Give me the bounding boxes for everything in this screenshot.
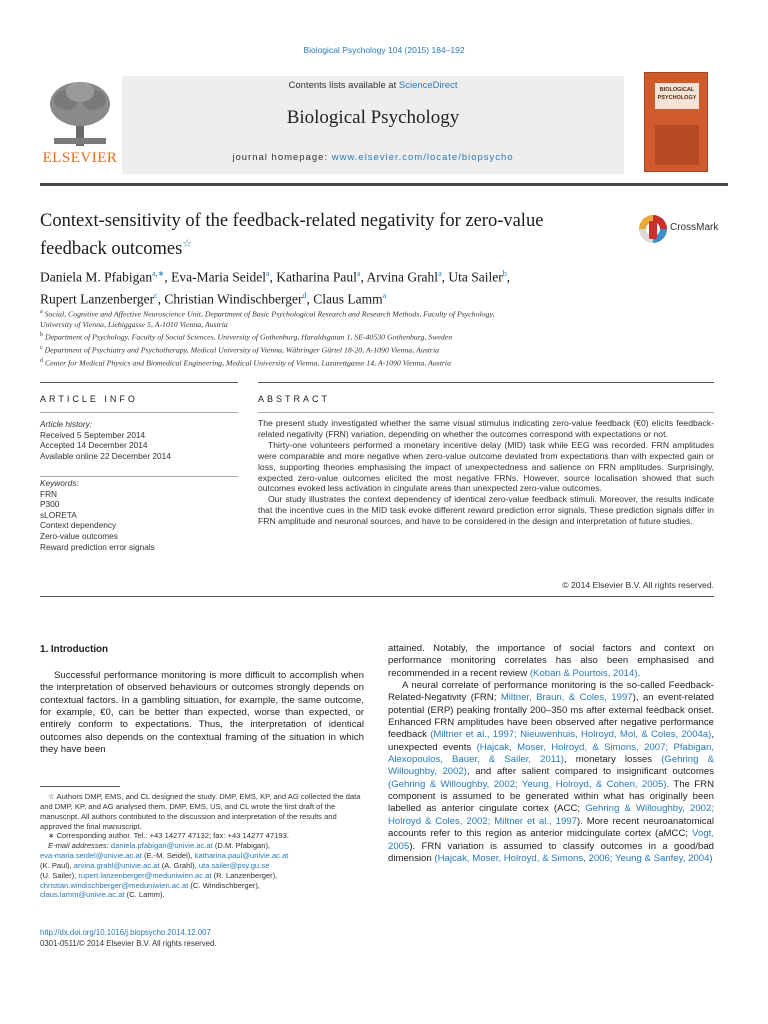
footnote-corresponding: ∗ Corresponding author. Tel.: +43 14277 47132; fax: +43 14277 47193. bbox=[48, 831, 289, 841]
abstract-top-rule bbox=[258, 382, 714, 383]
crossmark-label: CrossMark bbox=[670, 222, 719, 233]
author-affil-sup[interactable]: b bbox=[502, 269, 507, 278]
affil-key: a bbox=[40, 309, 43, 315]
author-name: Uta Sailer bbox=[448, 269, 503, 285]
affil-line: Social, Cognitive and Affective Neuroscience Unit, Department of Basic Psychological Research and Research Methods, Faculty of Psychology, bbox=[44, 309, 495, 319]
contents-prefix: Contents lists available at bbox=[288, 80, 399, 91]
history-online: Available online 22 December 2014 bbox=[40, 450, 171, 461]
author-sep: , bbox=[269, 269, 277, 285]
homepage-link[interactable]: www.elsevier.com/locate/biopsycho bbox=[331, 152, 514, 163]
body-text: attained. Notably, the importance of social factors and context on performance monitoring correlates has also been emphasised and recommended in a recent review bbox=[388, 643, 714, 679]
author-name: Christian Windischberger bbox=[164, 291, 303, 306]
body-paragraph bbox=[388, 643, 714, 680]
article-info-top-rule bbox=[40, 382, 238, 383]
article-info-heading: ARTICLE INFO bbox=[40, 394, 138, 404]
reference-link[interactable]: (Hajcak, Moser, Holroyd, & Simons, 2007; Pfabigan, Alexopoulos, Bauer, & Sailer, 2011) bbox=[388, 741, 714, 766]
email-owner: (K. Paul), bbox=[40, 860, 74, 870]
author-sep: , bbox=[306, 291, 314, 306]
affil-line: Center for Medical Physics and Biomedical Engineering, Medical University of Vienna, Lazarettgasse 14, A-1090 Vienna, Austria bbox=[44, 358, 451, 368]
abstract-paragraph: The present study investigated whether the same visual stimulus indicating zero-value feedback (€0) elicits feedback-related negativity (FRN) variation, depending on whether the outcomes correspond with expectations or not. bbox=[258, 418, 714, 439]
affil-line: Department of Psychology, Faculty of Social Sciences, University of Gothenburg, Haraldsgatan 1, SE-40530 Gothenburg, Sweden bbox=[44, 332, 453, 342]
body-text: . The FRN component is assumed to be generated within what has originally been labelled as anterior cingulate cortex (ACC; bbox=[388, 778, 714, 815]
cover-title bbox=[655, 83, 699, 102]
email-link[interactable]: christian.windischberger@meduniwien.ac.at bbox=[40, 880, 189, 890]
affiliation-b bbox=[40, 330, 728, 343]
doi-link[interactable]: http://dx.doi.org/10.1016/j.biopsycho.2014.12.007 bbox=[40, 928, 211, 937]
keyword: FRN bbox=[40, 488, 58, 499]
email-link[interactable]: claus.lamm@univie.ac.at bbox=[40, 890, 125, 900]
author-name: Daniela M. Pfabigan bbox=[40, 269, 153, 285]
author-affil-sup[interactable]: a bbox=[382, 290, 387, 300]
email-link[interactable]: eva-maria.seidel@univie.ac.at bbox=[40, 851, 142, 861]
email-link[interactable]: uta.sailer@psy.gu.se bbox=[198, 860, 270, 870]
keyword: P300 bbox=[40, 499, 60, 510]
email-owner: (E.-M. Seidel), bbox=[141, 851, 195, 861]
article-info-divider bbox=[40, 476, 238, 477]
title-line-1: Context-sensitivity of the feedback-related negativity for zero-value bbox=[40, 211, 544, 231]
abstract-sub-rule bbox=[258, 412, 714, 413]
author-name: Katharina Paul bbox=[276, 269, 357, 285]
affiliation-c bbox=[40, 343, 728, 356]
reference-link[interactable]: Miltner, Braun, & Coles, 1997 bbox=[500, 692, 633, 704]
affil-key: c bbox=[40, 345, 43, 352]
keyword: Reward prediction error signals bbox=[40, 541, 155, 552]
body-text: . bbox=[637, 667, 641, 679]
abstract-copyright: © 2014 Elsevier B.V. All rights reserved. bbox=[562, 580, 714, 590]
title-footnote-mark[interactable]: ☆ bbox=[182, 238, 193, 250]
section-heading-introduction: 1. Introduction bbox=[40, 644, 109, 655]
author-sep: , bbox=[441, 269, 449, 285]
contents-line bbox=[122, 80, 624, 91]
reference-link[interactable]: Gehring & Willoughby, 2002; Holroyd & Coles, 2002; Miltner et al., 1997 bbox=[388, 803, 714, 827]
title-line-2: feedback outcomes bbox=[40, 239, 183, 260]
reference-link[interactable]: (Miltner et al., 1997; Nieuwenhuis, Holroyd, Mol, & Coles, 2004a) bbox=[430, 729, 712, 741]
keywords-label: Keywords: bbox=[40, 478, 79, 488]
journal-cover-image bbox=[644, 72, 708, 172]
email-owner: (D.M. Pfabigan), bbox=[212, 841, 271, 851]
author-affil-sup[interactable]: a bbox=[356, 269, 361, 278]
abstract-bottom-rule bbox=[40, 596, 714, 597]
homepage-prefix: journal homepage: bbox=[232, 152, 332, 163]
journal-citation[interactable]: Biological Psychology 104 (2015) 184–192 bbox=[303, 45, 465, 55]
reference-link[interactable]: (Gehring & Willoughby, 2002) bbox=[388, 754, 714, 778]
abstract-body bbox=[258, 418, 714, 527]
cover-title-1: BIOLOGICAL bbox=[659, 87, 695, 93]
affiliation-a bbox=[40, 307, 728, 330]
email-label: E-mail addresses: bbox=[48, 841, 111, 851]
body-paragraph: Successful performance monitoring is more difficult to accomplish when the interpretation of observed behaviours or outcomes strongly depends on contextual factors. In a gambling situation, for example, the same outcome, for example, €0, can be better than expected, worse than expected, or entirely conform to expectations. Thus, the interpretation of identical outcomes also depends on the contextual framing of the situation in which they have been bbox=[40, 670, 364, 756]
reference-link[interactable]: (Gehring & Willoughby, 2002; Yeung, Holroyd, & Cohen, 2005) bbox=[388, 778, 667, 790]
email-owner: (C. Lamm). bbox=[124, 890, 165, 900]
email-owner: (C. Windischberger), bbox=[188, 880, 261, 890]
keywords bbox=[40, 478, 238, 552]
journal-name: Biological Psychology bbox=[286, 107, 460, 128]
cover-band bbox=[655, 125, 699, 165]
email-owner: (A. Grahl), bbox=[159, 860, 199, 870]
affiliations bbox=[40, 307, 728, 369]
email-owner: (R. Lanzenberger), bbox=[211, 870, 278, 880]
author-affil-sup[interactable]: a bbox=[265, 269, 270, 278]
author-name: Claus Lamm bbox=[313, 291, 383, 306]
body-text: , unexpected events bbox=[388, 729, 715, 753]
affil-line: Department of Psychiatry and Psychotherapy, Medical University of Vienna, Währinger Gürtel 18-20, A-1090 Vienna, Austria bbox=[44, 345, 440, 355]
affiliation-d bbox=[40, 356, 728, 369]
email-owner: (U. Sailer), bbox=[40, 870, 79, 880]
footnote-emails bbox=[40, 841, 368, 900]
email-link[interactable]: katharina.paul@univie.ac.at bbox=[194, 851, 289, 861]
publisher-logo-text: ELSEVIER bbox=[42, 150, 118, 166]
author-list bbox=[40, 265, 728, 308]
footnotes bbox=[40, 792, 368, 900]
article-info-sub-rule bbox=[40, 412, 238, 413]
body-column-left bbox=[40, 670, 364, 756]
affil-key: b bbox=[40, 332, 43, 339]
issn-line: 0301-0511/© 2014 Elsevier B.V. All rights reserved. bbox=[40, 938, 217, 948]
keyword: Zero-value outcomes bbox=[40, 530, 118, 541]
abstract-paragraph: Thirty-one volunteers performed a monetary incentive delay (MID) task while EEG was recorded. FRN amplitudes were comparable and more negative when zero-value outcome deviated from expectations than with expected gain or loss, supporting theories emphasising the impact of unexpectedness and salience on FRN amplitudes. Surprisingly, expected zero-value outcomes elicited the most negative FRNs. However, source localisation showed that such outcomes evoked less activation in cingulate areas than unexpected zero-value outcomes. bbox=[258, 439, 714, 494]
homepage-line bbox=[122, 152, 624, 163]
abstract-paragraph: Our study illustrates the context dependency of identical zero-value feedback stimuli. Moreover, the results indicate that the incentive cues in the MID task evoke different reward prediction error signals. These prediction signals differ in FRN amplitude and neuronal sources, and have to be considered in the design and interpretation of future studies. bbox=[258, 494, 714, 527]
body-text: , and after salient compared to insignificant outcomes bbox=[467, 766, 714, 778]
history-label: Article history: bbox=[40, 419, 93, 429]
author-affil-sup[interactable]: a,∗ bbox=[152, 269, 165, 278]
body-text: A neural correlate of performance monitoring is the so-called Feedback-Related-Negativity (FRN; bbox=[388, 680, 714, 704]
article-title bbox=[40, 210, 620, 261]
author-affil-sup[interactable]: a bbox=[438, 269, 442, 278]
author-sep: , bbox=[506, 269, 511, 285]
sciencedirect-link[interactable]: ScienceDirect bbox=[398, 80, 458, 91]
author-name: Eva-Maria Seidel bbox=[171, 269, 266, 285]
crossmark-icon bbox=[638, 212, 668, 246]
history-received: Received 5 September 2014 bbox=[40, 429, 146, 440]
affil-key: d bbox=[40, 357, 43, 364]
keyword: Context dependency bbox=[40, 520, 117, 531]
author-sep: , bbox=[164, 269, 172, 285]
reference-link[interactable]: (Koban & Pourtois, 2014) bbox=[529, 667, 638, 679]
body-text: ). FRN variation is assumed to classify outcomes in a good/bad dimension bbox=[388, 840, 714, 864]
body-text: , monetary losses bbox=[563, 754, 662, 766]
footnote-rule bbox=[40, 786, 120, 787]
author-sep: , bbox=[360, 269, 367, 285]
author-affil-sup[interactable]: c bbox=[154, 290, 158, 300]
doi-block bbox=[40, 928, 217, 949]
cover-title-2: PSYCHOLOGY bbox=[657, 95, 697, 101]
footnote-authorship: ☆ Authors DMP, EMS, and CL designed the study. DMP, EMS, KP, and AG collected the data and DMP, KP, and AG analysed them. DMP, EMS, US, and CL wrote the first draft of the manuscript. All authors contributed to the discussion and interpretation of the results and approved the final manuscript. bbox=[40, 792, 361, 831]
reference-link[interactable]: (Hajcak, Moser, Holroyd, & Simons, 2006; Yeung & Sanfey, 2004) bbox=[434, 852, 713, 864]
abstract-heading: ABSTRACT bbox=[258, 394, 331, 404]
author-name: Rupert Lanzenberger bbox=[40, 291, 155, 306]
body-column-right bbox=[388, 643, 714, 865]
body-text: ), an event-related potential (ERP) peaking frontally 200–350 ms after external feedback onset. Enhanced FRN amplitudes have been observed after negative performance feedback bbox=[388, 692, 714, 741]
affil-line: University of Vienna, Liebiggasse 5, A-1010 Vienna, Austria bbox=[40, 319, 228, 329]
author-sep: , bbox=[157, 291, 165, 306]
author-affil-sup[interactable]: d bbox=[302, 290, 307, 300]
body-paragraph bbox=[388, 680, 714, 865]
email-link[interactable]: arvina.grahl@univie.ac.at bbox=[73, 860, 160, 870]
reference-link[interactable]: Vogt, 2005 bbox=[388, 828, 714, 852]
email-link[interactable]: rupert.lanzenberger@meduniwien.ac.at bbox=[78, 870, 212, 880]
body-text: ). More recent neuroanatomical accounts refer to this region as anterior midcingulate cortex (aMCC; bbox=[388, 815, 714, 840]
article-history bbox=[40, 419, 238, 461]
author-name: Arvina Grahl bbox=[366, 269, 439, 285]
header-divider bbox=[40, 183, 728, 186]
email-link[interactable]: daniela.pfabigan@univie.ac.at bbox=[110, 841, 213, 851]
keyword: sLORETA bbox=[40, 509, 77, 520]
history-accepted: Accepted 14 December 2014 bbox=[40, 440, 148, 451]
